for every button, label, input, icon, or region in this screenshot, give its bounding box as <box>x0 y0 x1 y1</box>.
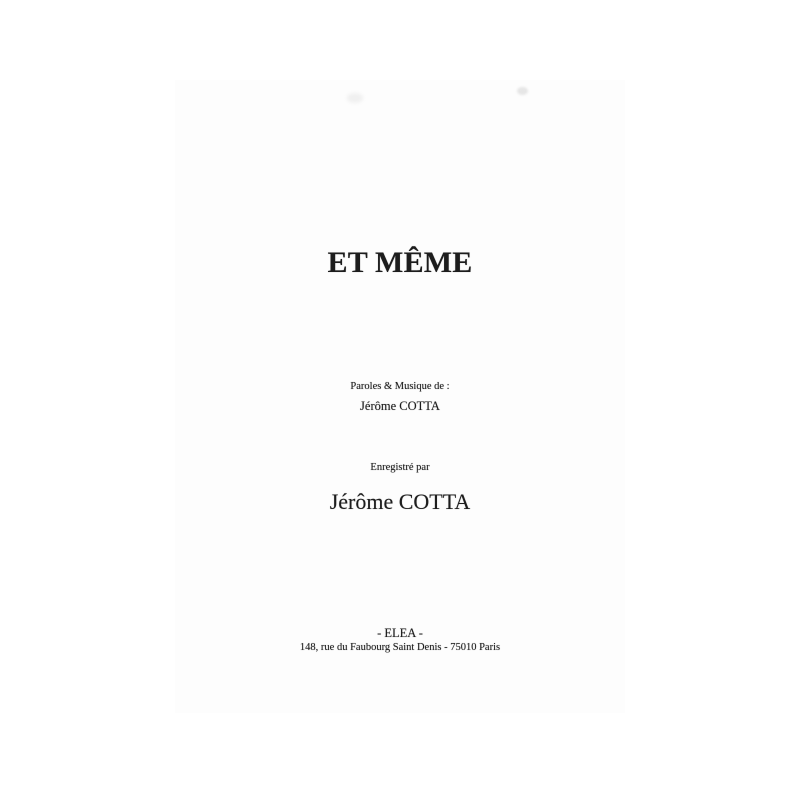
performer-label: Enregistré par <box>370 462 430 473</box>
scan-page <box>175 80 625 713</box>
publisher-address: 148, rue du Faubourg Saint Denis - 75010 Paris <box>299 642 501 653</box>
credits-author: Jérôme COTTA <box>360 399 440 413</box>
scan-smudge <box>347 93 363 103</box>
performer-name: Jérôme COTTA <box>329 489 471 514</box>
scan-smudge <box>517 87 528 95</box>
song-title: ET MÊME <box>327 246 473 279</box>
publisher-name: - ELEA - <box>377 626 423 640</box>
credits-label: Paroles & Musique de : <box>350 381 450 392</box>
